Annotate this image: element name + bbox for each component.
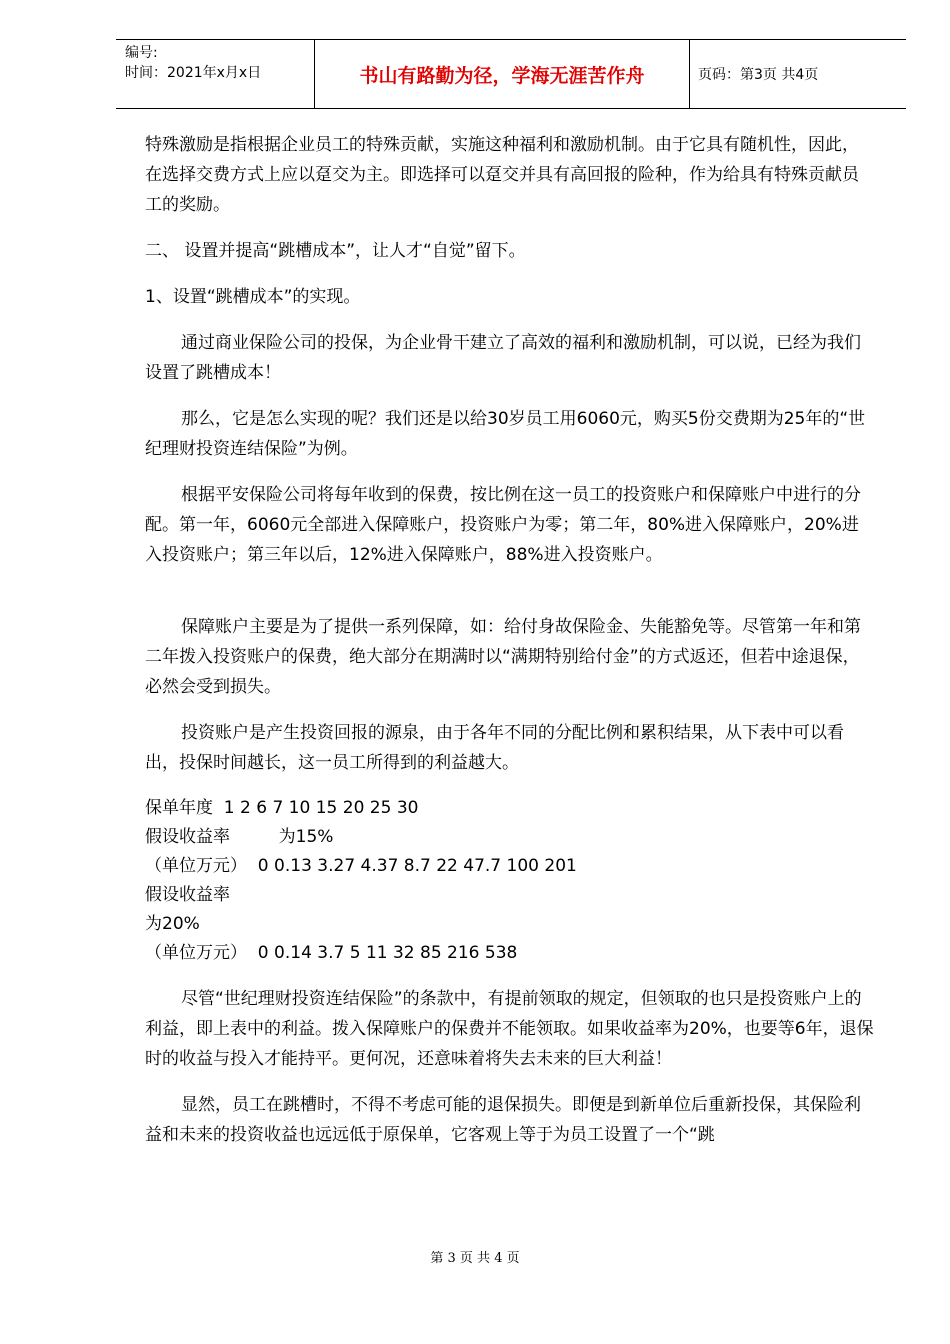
paragraph-investment-account: 投资账户是产生投资回报的源泉，由于各年不同的分配比例和累积结果，从下表中可以看出，投保时间越长，这一员工所得到的利益越大。 (145, 723, 844, 773)
table-line: 假设收益率 (145, 885, 230, 905)
paragraph-allocation: 根据平安保险公司将每年收到的保费，按比例在这一员工的投资账户和保障账户中进行的分配。第一年，6060元全部进入保障账户，投资账户为零；第二年，80%进入保障账户，20%进入投资账户；第三年以后，12%进入保障账户，88%进入投资账户。 (145, 485, 861, 565)
header-meta (116, 40, 315, 108)
subsection-heading-1: 1、设置“跳槽成本”的实现。 (145, 287, 361, 307)
page-header (116, 39, 906, 109)
table-line: 假设收益率 为15% (145, 827, 334, 847)
table-line: 保单年度 1 2 6 7 10 15 20 25 30 (145, 798, 419, 818)
paragraph-insurance-intro: 通过商业保险公司的投保，为企业骨干建立了高效的福利和激励机制，可以说，已经为我们设置了跳槽成本！ (145, 333, 861, 383)
paragraph-withdrawal: 尽管“世纪理财投资连结保险”的条款中，有提前领取的规定，但领取的也只是投资账户上的利益，即上表中的利益。拨入保障账户的保费并不能领取。如果收益率为20%，也要等6年，退保时的收益与投入才能持平。更何况，还意味着将失去未来的巨大利益！ (145, 989, 874, 1069)
table-line: （单位万元） 0 0.14 3.7 5 11 32 85 216 538 (145, 943, 518, 963)
return-table (145, 794, 875, 968)
section-heading-2: 二、 设置并提高“跳槽成本”，让人才“自觉”留下。 (145, 241, 526, 261)
document-body (145, 130, 875, 1150)
header-page-label: 页码：第3页 共4页 (698, 67, 819, 83)
paragraph-protection-account: 保障账户主要是为了提供一系列保障，如：给付身故保险金、失能豁免等。尽管第一年和第二年拨入投资账户的保费，绝大部分在期满时以“满期特别给付金”的方式返还，但若中途退保，必然会受到损失。 (145, 617, 861, 697)
paragraph-example: 那么，它是怎么实现的呢？我们还是以给30岁员工用6060元，购买5份交费期为25年的“世纪理财投资连结保险”为例。 (145, 409, 866, 459)
header-motto: 书山有路勤为径，学海无涯苦作舟 (315, 40, 690, 108)
table-line: 为20% (145, 914, 200, 934)
time-label: 时间：2021年x月x日 (125, 65, 262, 81)
paragraph-special-incentive: 特殊激励是指根据企业员工的特殊贡献，实施这种福利和激励机制。由于它具有随机性，因此，在选择交费方式上应以趸交为主。即选择可以趸交并具有高回报的险种，作为给具有特殊贡献员工的奖励。 (145, 135, 859, 215)
page-footer: 第 3 页 共 4 页 (430, 1251, 520, 1266)
paragraph-job-hopping: 显然，员工在跳槽时，不得不考虑可能的退保损失。即便是到新单位后重新投保，其保险利益和未来的投资收益也远远低于原保单，它客观上等于为员工设置了一个“跳 (145, 1095, 861, 1145)
table-line: （单位万元） 0 0.13 3.27 4.37 8.7 22 47.7 100 201 (145, 856, 577, 876)
number-label: 编号: (125, 45, 158, 61)
